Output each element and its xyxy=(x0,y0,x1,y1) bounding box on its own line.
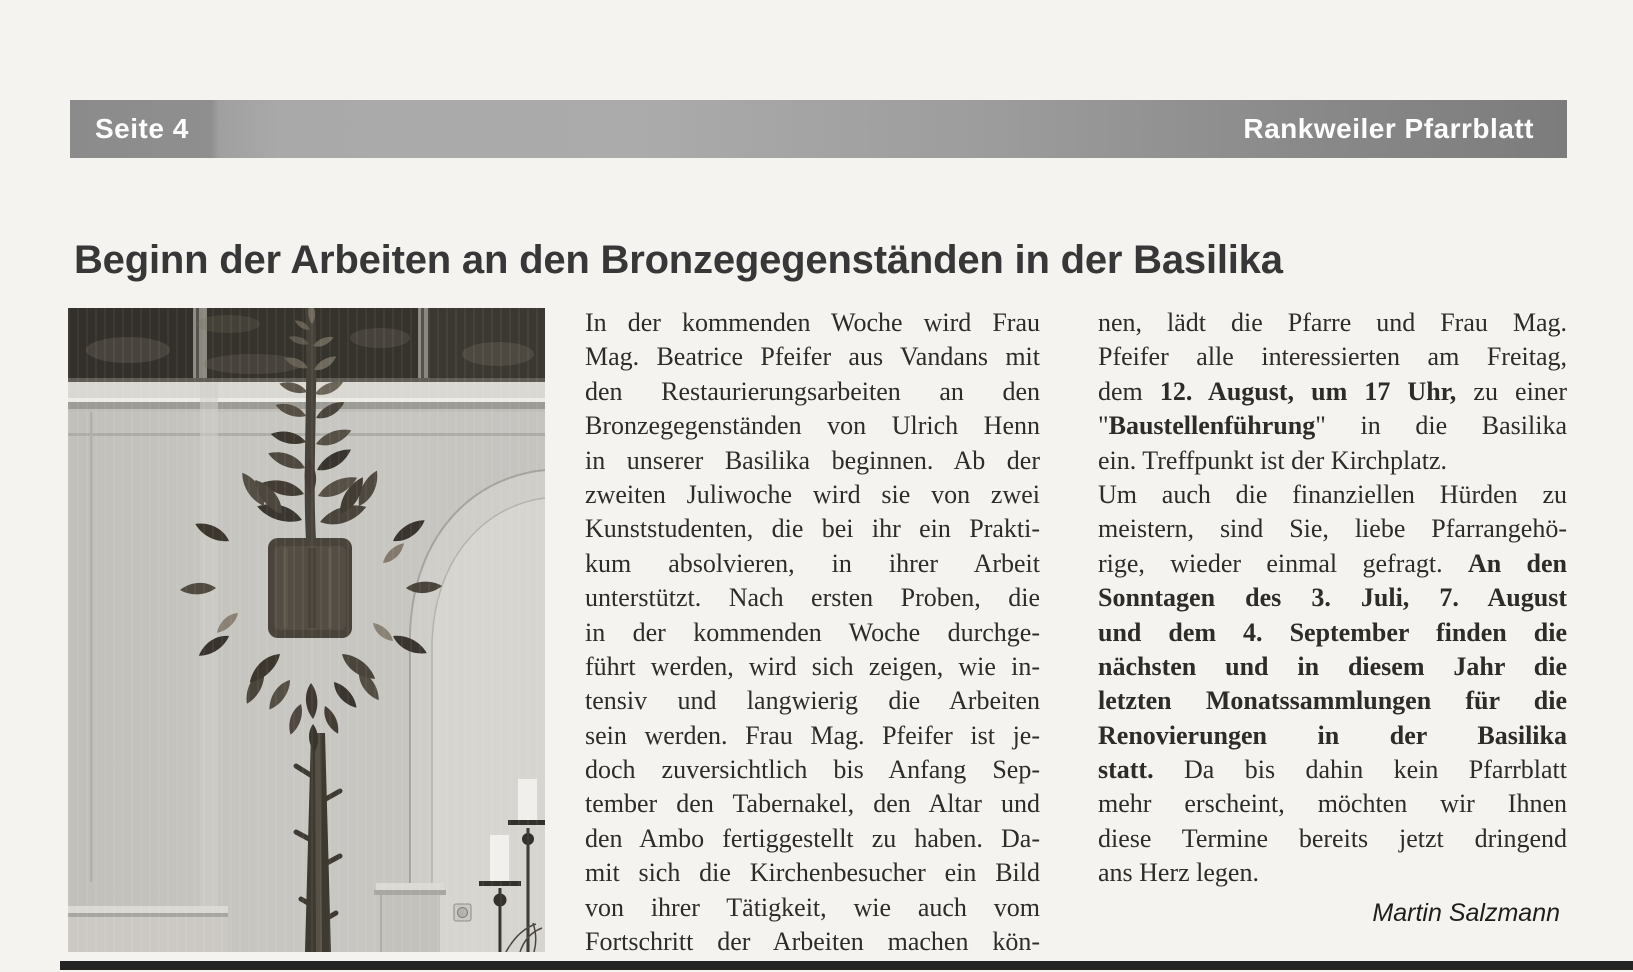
text-line: ans Herz legen. xyxy=(1098,858,1259,888)
author-byline: Martin Salzmann xyxy=(1372,899,1560,927)
text-line: mit sich die Kirchenbesucher ein Bild xyxy=(585,858,1040,888)
text-line: letzten Monatssammlungen für die xyxy=(1098,686,1567,716)
text-line: Bronzegegenständen von Ulrich Henn xyxy=(585,411,1040,441)
text-line: tember den Tabernakel, den Altar und xyxy=(585,789,1040,819)
text-line: nen, lädt die Pfarre und Frau Mag. xyxy=(1098,308,1567,337)
text-line: dem 12. August, um 17 Uhr, zu einer xyxy=(1098,376,1567,406)
text-line: und dem 4. September finden die xyxy=(1098,617,1567,647)
bottom-rule xyxy=(60,961,1633,970)
article-column-right xyxy=(1098,306,1567,891)
publication-name: Rankweiler Pfarrblatt xyxy=(1243,113,1534,144)
text-line: unterstützt. Nach ersten Proben, die xyxy=(585,583,1040,613)
page-number-label: Seite 4 xyxy=(95,113,189,144)
text-line: Fortschritt der Arbeiten machen kön- xyxy=(585,927,1040,957)
text-line: Pfeifer alle interessierten am Freitag, xyxy=(1098,342,1567,372)
text-line: von ihrer Tätigkeit, wie auch vom xyxy=(585,892,1040,922)
text-line: in unserer Basilika beginnen. Ab der xyxy=(585,445,1040,475)
text-line: Renovierungen in der Basilika xyxy=(1098,720,1567,750)
text-line: diese Termine bereits jetzt dringend xyxy=(1098,823,1567,853)
text-line: führt werden, wird sich zeigen, wie in- xyxy=(585,651,1040,681)
page-header-bar xyxy=(70,100,1567,158)
text-line: zweiten Juliwoche wird sie von zwei xyxy=(585,479,1040,509)
text-line: Kunststudenten, die bei ihr ein Prakti- xyxy=(585,514,1040,544)
article-photo xyxy=(68,308,545,952)
scan-banding-overlay xyxy=(68,308,545,952)
article-column-left xyxy=(585,306,1040,959)
text-line: statt. Da bis dahin kein Pfarrblatt xyxy=(1098,755,1567,785)
text-line: meistern, sind Sie, liebe Pfarrangehö- xyxy=(1098,514,1567,544)
text-line: Sonntagen des 3. Juli, 7. August xyxy=(1098,583,1567,613)
text-line: Um auch die finanziellen Hürden zu xyxy=(1098,479,1567,509)
text-line: ein. Treffpunkt ist der Kirchplatz. xyxy=(1098,445,1448,475)
article-title: Beginn der Arbeiten an den Bronzegegenständen in der Basilika xyxy=(74,238,1283,282)
text-line: "Baustellenführung" in die Basilika xyxy=(1098,411,1567,441)
text-line: kum absolvieren, in ihrer Arbeit xyxy=(585,548,1040,578)
text-line: Mag. Beatrice Pfeifer aus Vandans mit xyxy=(585,342,1040,372)
text-line: In der kommenden Woche wird Frau xyxy=(585,308,1040,337)
text-line: sein werden. Frau Mag. Pfeifer ist je- xyxy=(585,720,1040,750)
text-line: mehr erscheint, möchten wir Ihnen xyxy=(1098,789,1567,819)
text-line: den Restaurierungsarbeiten an den xyxy=(585,376,1040,406)
text-line: rige, wieder einmal gefragt. An den xyxy=(1098,548,1567,578)
text-line: nächsten und in diesem Jahr die xyxy=(1098,651,1567,681)
text-line: in der kommenden Woche durchge- xyxy=(585,617,1040,647)
text-line: tensiv und langwierig die Arbeiten xyxy=(585,686,1040,716)
text-line: doch zuversichtlich bis Anfang Sep- xyxy=(585,755,1040,785)
text-line: den Ambo fertiggestellt zu haben. Da- xyxy=(585,823,1040,853)
